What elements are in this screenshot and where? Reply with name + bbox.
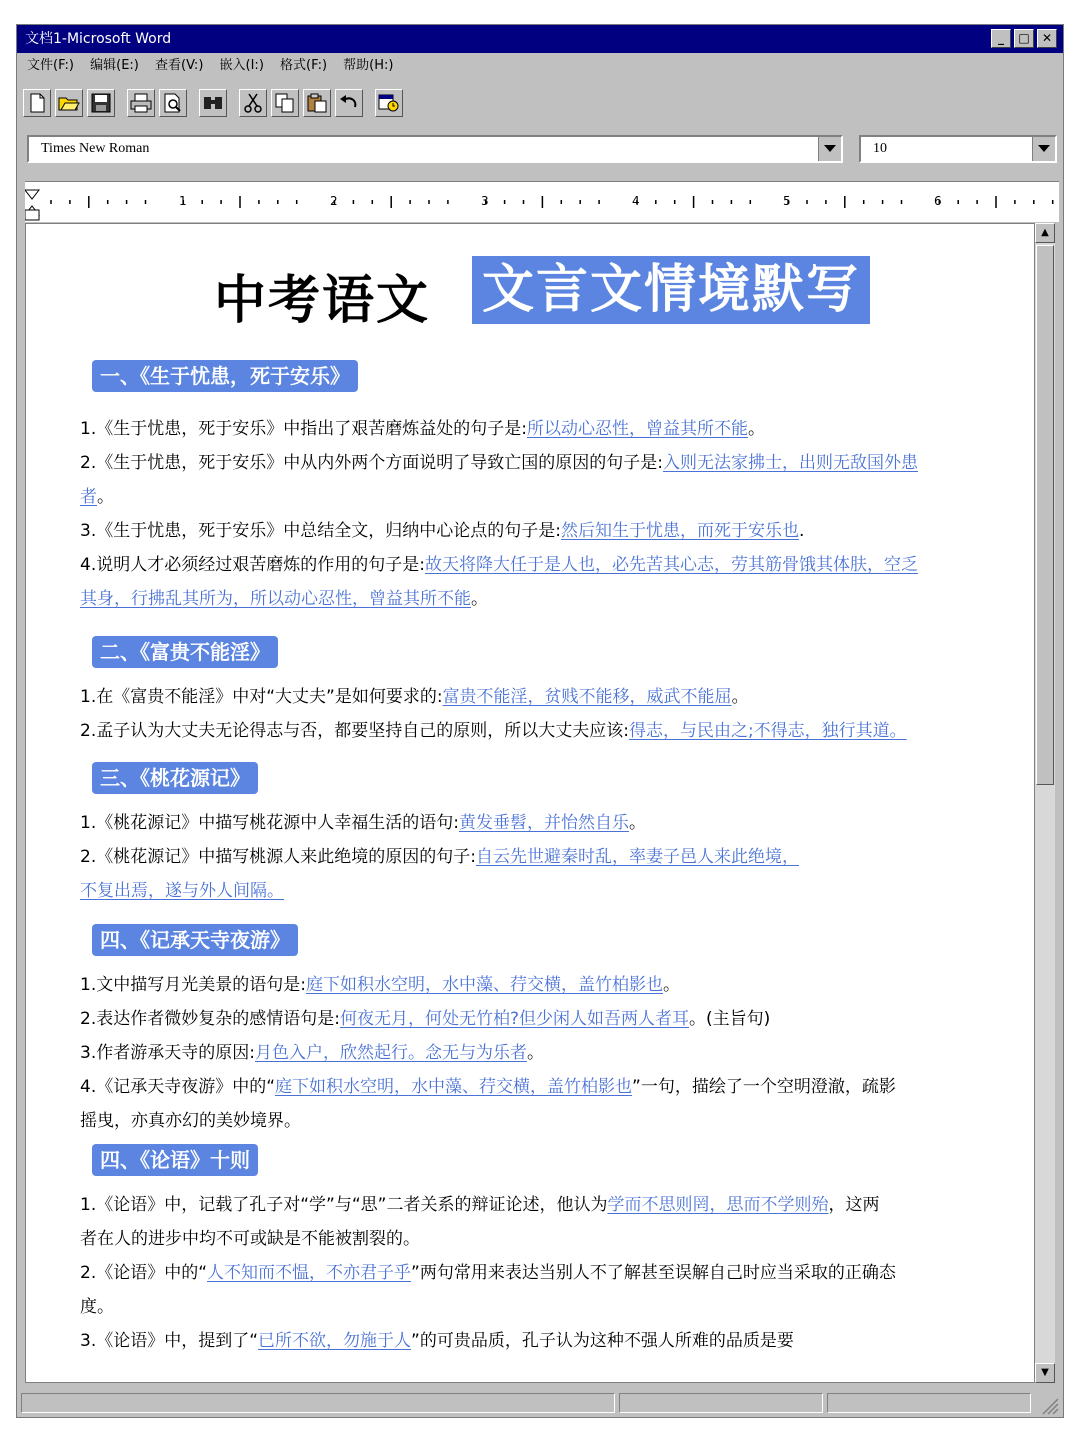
text-line: 1.《生于忧患，死于安乐》中指出了艰苦磨炼益处的句子是:所以动心忍性，曾益其所不能。 <box>80 419 765 439</box>
text-line: 者。 <box>80 487 114 507</box>
document-page[interactable] <box>25 223 1035 1383</box>
ruler-number-4: 4 <box>632 194 640 208</box>
save-icon[interactable] <box>87 89 115 117</box>
doc-title-highlight: 文言文情境默写 <box>472 256 870 324</box>
ruler[interactable] <box>25 181 1059 222</box>
text-line: 3.《生于忧患，死于安乐》中总结全文，归纳中心论点的句子是:然后知生于忧患，而死于安乐也. <box>80 521 805 541</box>
text-line: 1.《论语》中，记载了孔子对“学”与“思”二者关系的辩证论述，他认为学而不思则罔，思而不学则殆，这两 <box>80 1195 880 1215</box>
text-line: 4.《记承天寺夜游》中的“庭下如积水空明，水中藻、荇交横，盖竹柏影也”一句，描绘了一个空明澄澈，疏影 <box>80 1077 896 1097</box>
new-doc-icon[interactable] <box>23 89 51 117</box>
word-window <box>16 24 1064 1418</box>
paste-icon[interactable] <box>303 89 331 117</box>
doc-title: 中考语文 <box>214 271 431 331</box>
scroll-down-icon[interactable]: ▼ <box>1035 1363 1055 1383</box>
text-line: 其身，行拂乱其所为，所以动心忍性，曾益其所不能。 <box>80 589 488 609</box>
print-preview-icon[interactable] <box>159 89 187 117</box>
text-line: 不复出焉，遂与外人间隔。 <box>80 881 284 901</box>
resize-grip-icon[interactable] <box>1039 1395 1059 1415</box>
ruler-number-3: 3 <box>481 194 489 208</box>
text-line: 1.文中描写月光美景的语句是:庭下如积水空明，水中藻、荇交横，盖竹柏影也。 <box>80 975 680 995</box>
section-heading-5: 四、《论语》十则 <box>92 1144 258 1176</box>
vertical-scrollbar[interactable] <box>1035 223 1055 1383</box>
text-line: 3.《论语》中，提到了“已所不欲，勿施于人”的可贵品质，孔子认为这种不强人所难的品质是要 <box>80 1331 794 1351</box>
minimize-button[interactable]: _ <box>991 29 1011 48</box>
status-bar <box>17 1387 1063 1417</box>
section-heading-4: 四、《记承天寺夜游》 <box>92 924 298 956</box>
open-folder-icon[interactable] <box>55 89 83 117</box>
scroll-up-icon[interactable]: ▲ <box>1035 223 1055 243</box>
text-line: 摇曳，亦真亦幻的美妙境界。 <box>80 1111 301 1131</box>
font-name-value: Times New Roman <box>41 141 150 156</box>
section-heading-3: 三、《桃花源记》 <box>92 762 258 794</box>
insert-date-icon[interactable] <box>375 89 403 117</box>
text-line: 2.表达作者微妙复杂的感情语句是:何夜无月，何处无竹柏?但少闲人如吾两人者耳。(主旨句) <box>80 1009 771 1029</box>
section-heading-2: 二、《富贵不能淫》 <box>92 636 278 668</box>
chevron-down-icon[interactable] <box>1032 137 1055 161</box>
window-title: 文档1-Microsoft Word <box>25 31 172 47</box>
status-section <box>827 1393 1031 1413</box>
find-binoculars-icon[interactable] <box>199 89 227 117</box>
text-line: 2.《桃花源记》中描写桃源人来此绝境的原因的句子:自云先世避秦时乱，率妻子邑人来此绝境， <box>80 847 799 867</box>
menu-file[interactable]: 文件(F:) <box>27 58 74 73</box>
text-line: 4.说明人才必须经过艰苦磨炼的作用的句子是:故天将降大任于是人也，必先苦其心志，劳其筋骨饿其体肤，空乏 <box>80 555 918 575</box>
status-section <box>21 1393 615 1413</box>
cut-icon[interactable] <box>239 89 267 117</box>
copy-icon[interactable] <box>271 89 299 117</box>
font-name-select[interactable] <box>27 135 843 163</box>
text-line: 2.《论语》中的“人不知而不愠，不亦君子乎”两句常用来表达当别人不了解甚至误解自己时应当采取的正确态 <box>80 1263 896 1283</box>
print-icon[interactable] <box>127 89 155 117</box>
format-row <box>25 133 1059 167</box>
close-button[interactable]: ✕ <box>1037 29 1057 48</box>
chevron-down-icon[interactable] <box>818 137 841 161</box>
text-line: 1.在《富贵不能淫》中对“大丈夫”是如何要求的:富贵不能淫，贫贱不能移，威武不能屈。 <box>80 687 749 707</box>
text-line: 者在人的进步中均不可或缺是不能被割裂的。 <box>80 1229 420 1249</box>
ruler-number-6: 6 <box>934 194 942 208</box>
menu-help[interactable]: 帮助(H:) <box>343 58 394 73</box>
toolbar <box>23 85 407 121</box>
font-size-select[interactable] <box>859 135 1057 163</box>
title-bar <box>17 25 1063 53</box>
menu-bar <box>17 53 1063 79</box>
text-line: 2.《生于忧患，死于安乐》中从内外两个方面说明了导致亡国的原因的句子是:入则无法家拂士，出则无敌国外患 <box>80 453 918 473</box>
ruler-number-2: 2 <box>330 194 338 208</box>
text-line: 2.孟子认为大丈夫无论得志与否，都要坚持自己的原则，所以大丈夫应该:得志，与民由之;不得志，独行其道。 <box>80 721 907 741</box>
undo-icon[interactable] <box>335 89 363 117</box>
text-line: 3.作者游承天寺的原因:月色入户，欣然起行。念无与为乐者。 <box>80 1043 544 1063</box>
text-line: 度。 <box>80 1297 114 1317</box>
menu-insert[interactable]: 嵌入(I:) <box>219 58 264 73</box>
menu-format[interactable]: 格式(F:) <box>280 58 328 73</box>
font-size-value: 10 <box>873 141 887 156</box>
scroll-thumb[interactable] <box>1036 245 1054 785</box>
status-section <box>619 1393 823 1413</box>
text-line: 1.《桃花源记》中描写桃花源中人幸福生活的语句:黄发垂髫，并怡然自乐。 <box>80 813 646 833</box>
maximize-button[interactable]: □ <box>1014 29 1034 48</box>
section-heading-1: 一、《生于忧患，死于安乐》 <box>92 360 358 392</box>
menu-view[interactable]: 查看(V:) <box>155 58 204 73</box>
ruler-number-5: 5 <box>783 194 791 208</box>
ruler-number-1: 1 <box>179 194 187 208</box>
menu-edit[interactable]: 编辑(E:) <box>90 58 139 73</box>
